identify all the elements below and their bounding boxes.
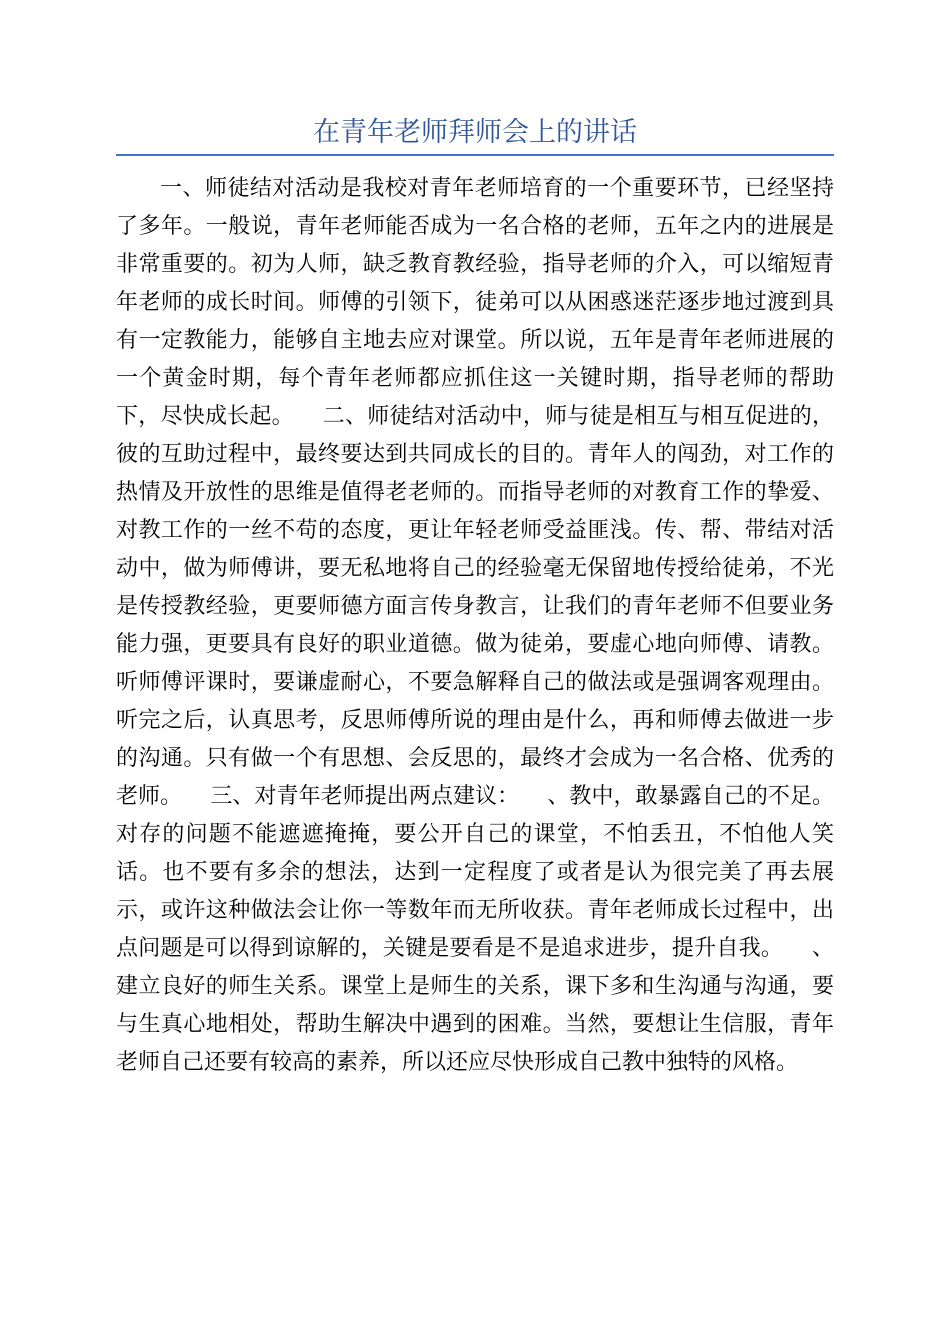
title-underline-divider: [116, 154, 834, 156]
body-paragraph: 一、师徒结对活动是我校对青年老师培育的一个重要环节，已经坚持了多年。一般说，青年老师能否成为一名合格的老师，五年之内的进展是非常重要的。初为人师，缺乏教育教经验，指导老师的介入，可以缩短青年老师的成长时间。师傅的引领下，徒弟可以从困惑迷茫逐步地过渡到具有一定教能力，能够自主地去应对课堂。所以说，五年是青年老师进展的一个黄金时期，每个青年老师都应抓住这一关键时期，指导老师的帮助下，尽快成长起。 二、师徒结对活动中，师与徒是相互与相互促进的，彼的互助过程中，最终要达到共同成长的目的。青年人的闯劲，对工作的热情及开放性的思维是值得老老师的。而指导老师的对教育工作的挚爱、对教工作的一丝不苟的态度，更让年轻老师受益匪浅。传、帮、带结对活动中，做为师傅讲，要无私地将自己的经验毫无保留地传授给徒弟，不光是传授教经验，更要师德方面言传身教言，让我们的青年老师不但要业务能力强，更要具有良好的职业道德。做为徒弟，要虚心地向师傅、请教。听师傅评课时，要谦虚耐心，不要急解释自己的做法或是强调客观理由。听完之后，认真思考，反思师傅所说的理由是什么，再和师傅去做进一步的沟通。只有做一个有思想、会反思的，最终才会成为一名合格、优秀的老师。 三、对青年老师提出两点建议： 、教中，敢暴露自己的不足。对存的问题不能遮遮掩掩，要公开自己的课堂，不怕丢丑，不怕他人笑话。也不要有多余的想法，达到一定程度了或者是认为很完美了再去展示，或许这种做法会让你一等数年而无所收获。青年老师成长过程中，出点问题是可以得到谅解的，关键是要看是不是追求进步，提升自我。 、建立良好的师生关系。课堂上是师生的关系，课下多和生沟通与沟通，要与生真心地相处，帮助生解决中遇到的困难。当然，要想让生信服，青年老师自己还要有较高的素养，所以还应尽快形成自己教中独特的风格。: [116, 176, 834, 1075]
page-title: 在青年老师拜师会上的讲话: [313, 117, 637, 148]
